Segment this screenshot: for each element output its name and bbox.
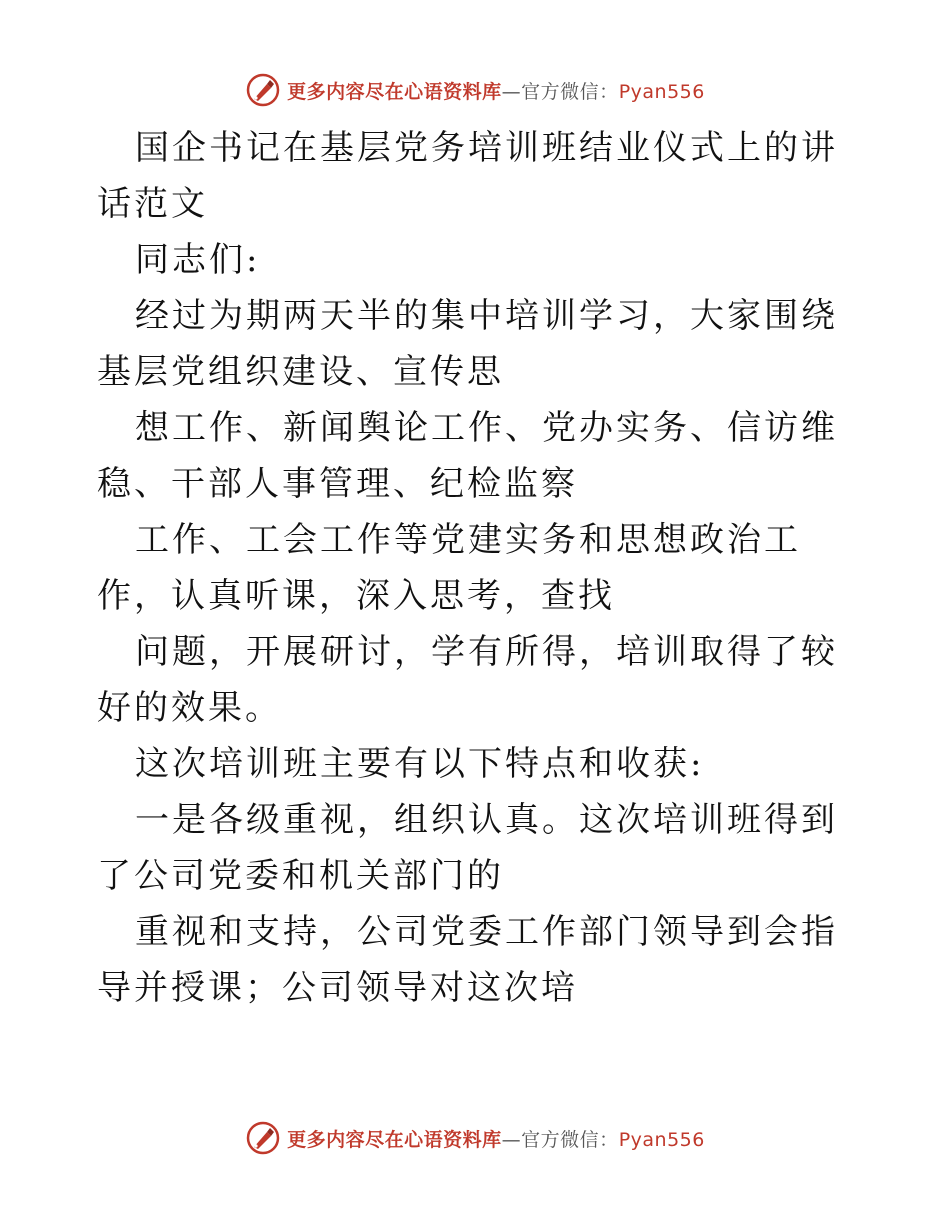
- paragraph: 工作、工会工作等党建实务和思想政治工作，认真听课，深入思考，查找: [97, 520, 801, 616]
- pen-logo-icon: [245, 72, 281, 108]
- watermark-official-label: 官方微信：: [521, 80, 619, 103]
- paragraph: 经过为期两天半的集中培训学习，大家围绕基层党组织建设、宣传思: [97, 296, 838, 392]
- document-body: [97, 120, 857, 1016]
- paragraph: 问题，开展研讨，学有所得，培训取得了较好的效果。: [97, 632, 838, 728]
- watermark-separator: —: [501, 1128, 522, 1151]
- paragraph: 重视和支持，公司党委工作部门领导到会指导并授课；公司领导对这次培: [97, 912, 838, 1008]
- header-watermark: [0, 70, 950, 110]
- paragraph: 这次培训班主要有以下特点和收获:: [135, 744, 705, 784]
- pen-logo-icon: [245, 1120, 281, 1156]
- footer-watermark: [0, 1118, 950, 1158]
- watermark-wechat-id: Pyan556: [618, 80, 705, 103]
- document-title: 国企书记在基层党务培训班结业仪式上的讲话范文: [97, 128, 838, 224]
- watermark-separator: —: [501, 80, 522, 103]
- watermark-text: [287, 77, 705, 104]
- paragraph: 一是各级重视，组织认真。这次培训班得到了公司党委和机关部门的: [97, 800, 838, 896]
- paragraph: 想工作、新闻舆论工作、党办实务、信访维稳、干部人事管理、纪检监察: [97, 408, 838, 504]
- watermark-wechat-id: Pyan556: [618, 1128, 705, 1151]
- paragraph: 同志们:: [135, 240, 261, 280]
- watermark-main-text: 更多内容尽在心语资料库: [287, 1128, 502, 1151]
- watermark-text: [287, 1125, 705, 1152]
- watermark-main-text: 更多内容尽在心语资料库: [287, 80, 502, 103]
- watermark-official-label: 官方微信：: [521, 1128, 619, 1151]
